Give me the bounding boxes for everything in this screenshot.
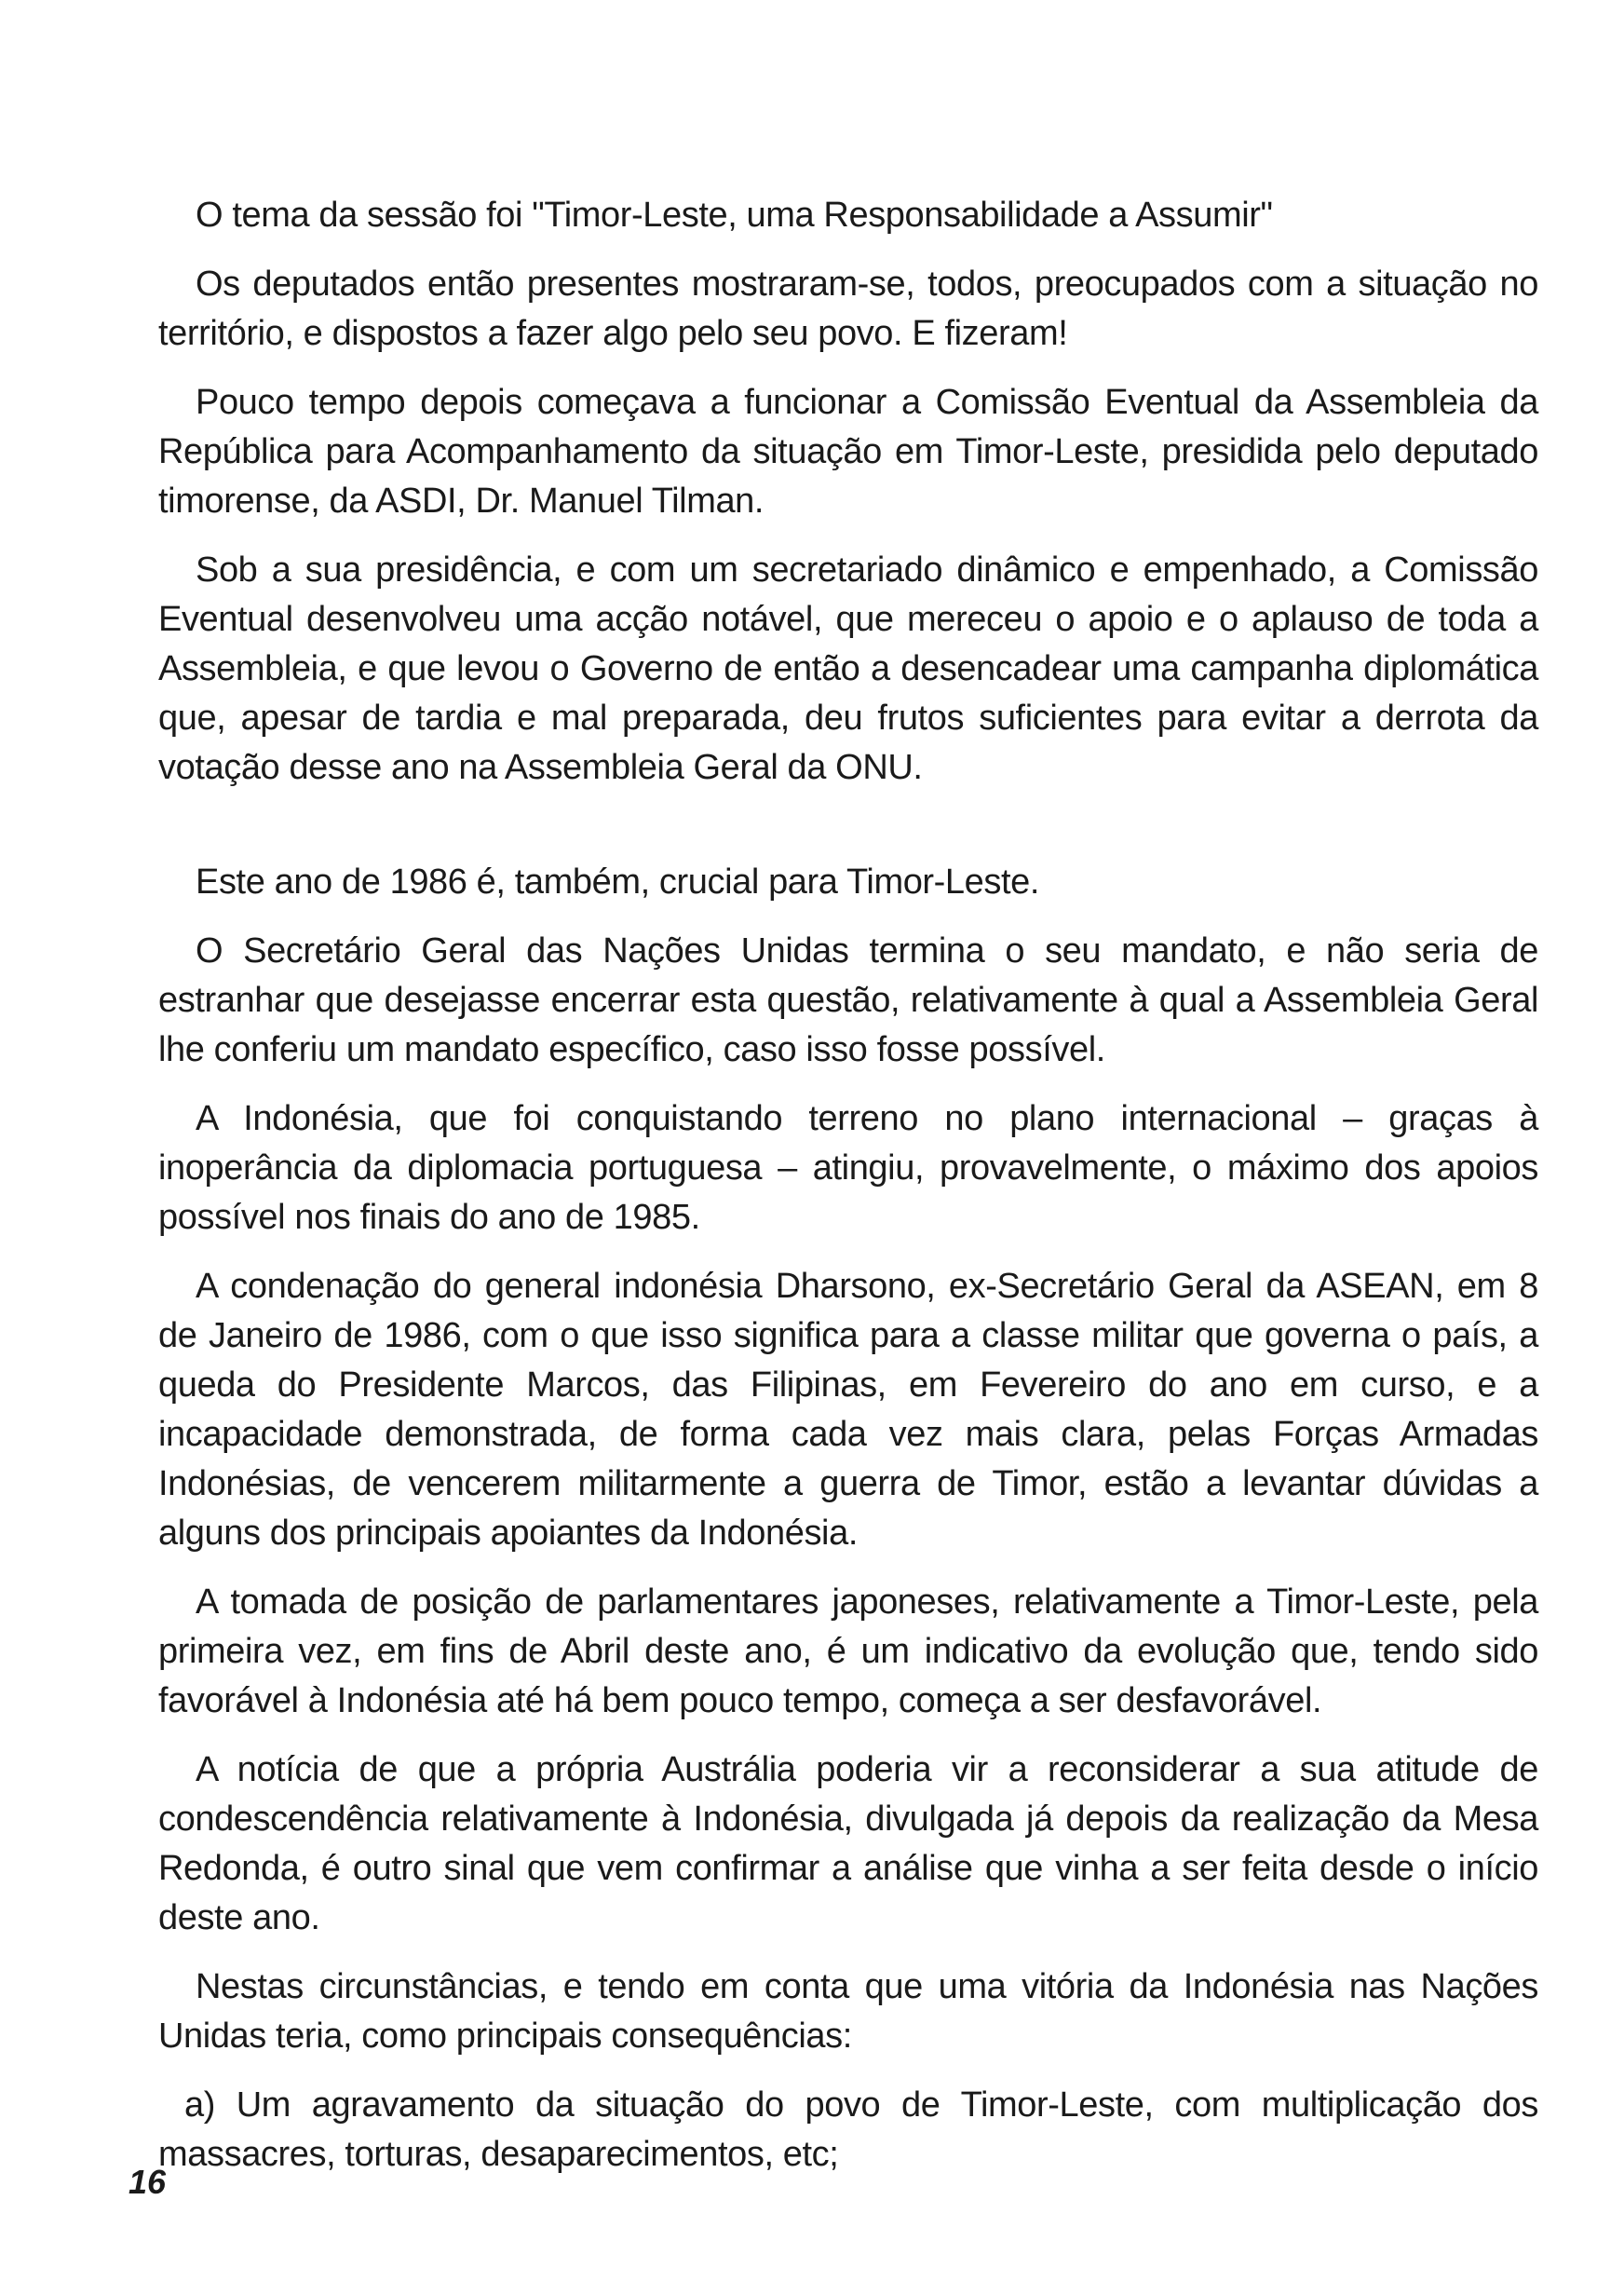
page-number: 16 bbox=[129, 2163, 167, 2201]
paragraph-presidency: Sob a sua presidência, e com um secretariado dinâmico e empenhado, a Comissão Eventual desenvolveu uma acção notável, que mereceu o apoio e o aplauso de toda a Assembleia, e que levou o Governo de então a desencadear uma campanha diplomática que, apesar de tardia e mal preparada, deu frutos suficientes para evitar a derrota da votação desse ano na Assembleia Geral da ONU. bbox=[158, 550, 1538, 787]
document-body bbox=[158, 191, 1538, 2180]
paragraph-indonesia: A Indonésia, que foi conquistando terreno no plano internacional – graças à inoperância da diplomacia portuguesa – atingiu, provavelmente, o máximo dos apoios possível nos finais do ano de 1985. bbox=[158, 1099, 1538, 1237]
paragraph-australia: A notícia de que a própria Austrália poderia vir a reconsiderar a sua atitude de condescendência relativamente à Indonésia, divulgada já depois da realização da Mesa Redonda, é outro sinal que vem confirmar a análise que vinha a ser feita desde o início deste ano. bbox=[158, 1750, 1538, 1937]
paragraph-dharsono: A condenação do general indonésia Dharsono, ex-Secretário Geral da ASEAN, em 8 de Janeiro de 1986, com o que isso significa para a classe militar que governa o país, a queda do Presidente Marcos, das Filipinas, em Fevereiro do ano em curso, e a incapacidade demonstrada, de forma cada vez mais clara, pelas Forças Armadas Indonésias, de vencerem militarmente a guerra de Timor, estão a levantar dúvidas a alguns dos principais apoiantes da Indonésia. bbox=[158, 1267, 1538, 1553]
paragraph-session-theme: O tema da sessão foi "Timor-Leste, uma Responsabilidade a Assumir" bbox=[196, 196, 1273, 235]
paragraph-deputies: Os deputados então presentes mostraram-se, todos, preocupados com a situação no território, e dispostos a fazer algo pelo seu povo. E fizeram! bbox=[158, 265, 1538, 353]
paragraph-year-1986: Este ano de 1986 é, também, crucial para Timor-Leste. bbox=[196, 862, 1040, 902]
paragraph-commission: Pouco tempo depois começava a funcionar a Comissão Eventual da Assembleia da República para Acompanhamento da situação em Timor-Leste, presidida pelo deputado timorense, da ASDI, Dr. Manuel Tilman. bbox=[158, 383, 1538, 521]
list-item-a: a) Um agravamento da situação do povo de Timor-Leste, com multiplicação dos massacres, torturas, desaparecimentos, etc; bbox=[158, 2085, 1538, 2174]
paragraph-japanese-parliamentarians: A tomada de posição de parlamentares japoneses, relativamente a Timor-Leste, pela primeira vez, em fins de Abril deste ano, é um indicativo da evolução que, tendo sido favorável à Indonésia até há bem pouco tempo, começa a ser desfavorável. bbox=[158, 1582, 1538, 1720]
paragraph-secretary-general: O Secretário Geral das Nações Unidas termina o seu mandato, e não seria de estranhar que desejasse encerrar esta questão, relativamente à qual a Assembleia Geral lhe conferiu um mandato específico, caso isso fosse possível. bbox=[158, 931, 1538, 1069]
paragraph-circumstances: Nestas circunstâncias, e tendo em conta que uma vitória da Indonésia nas Nações Unidas teria, como principais consequências: bbox=[158, 1967, 1538, 2056]
